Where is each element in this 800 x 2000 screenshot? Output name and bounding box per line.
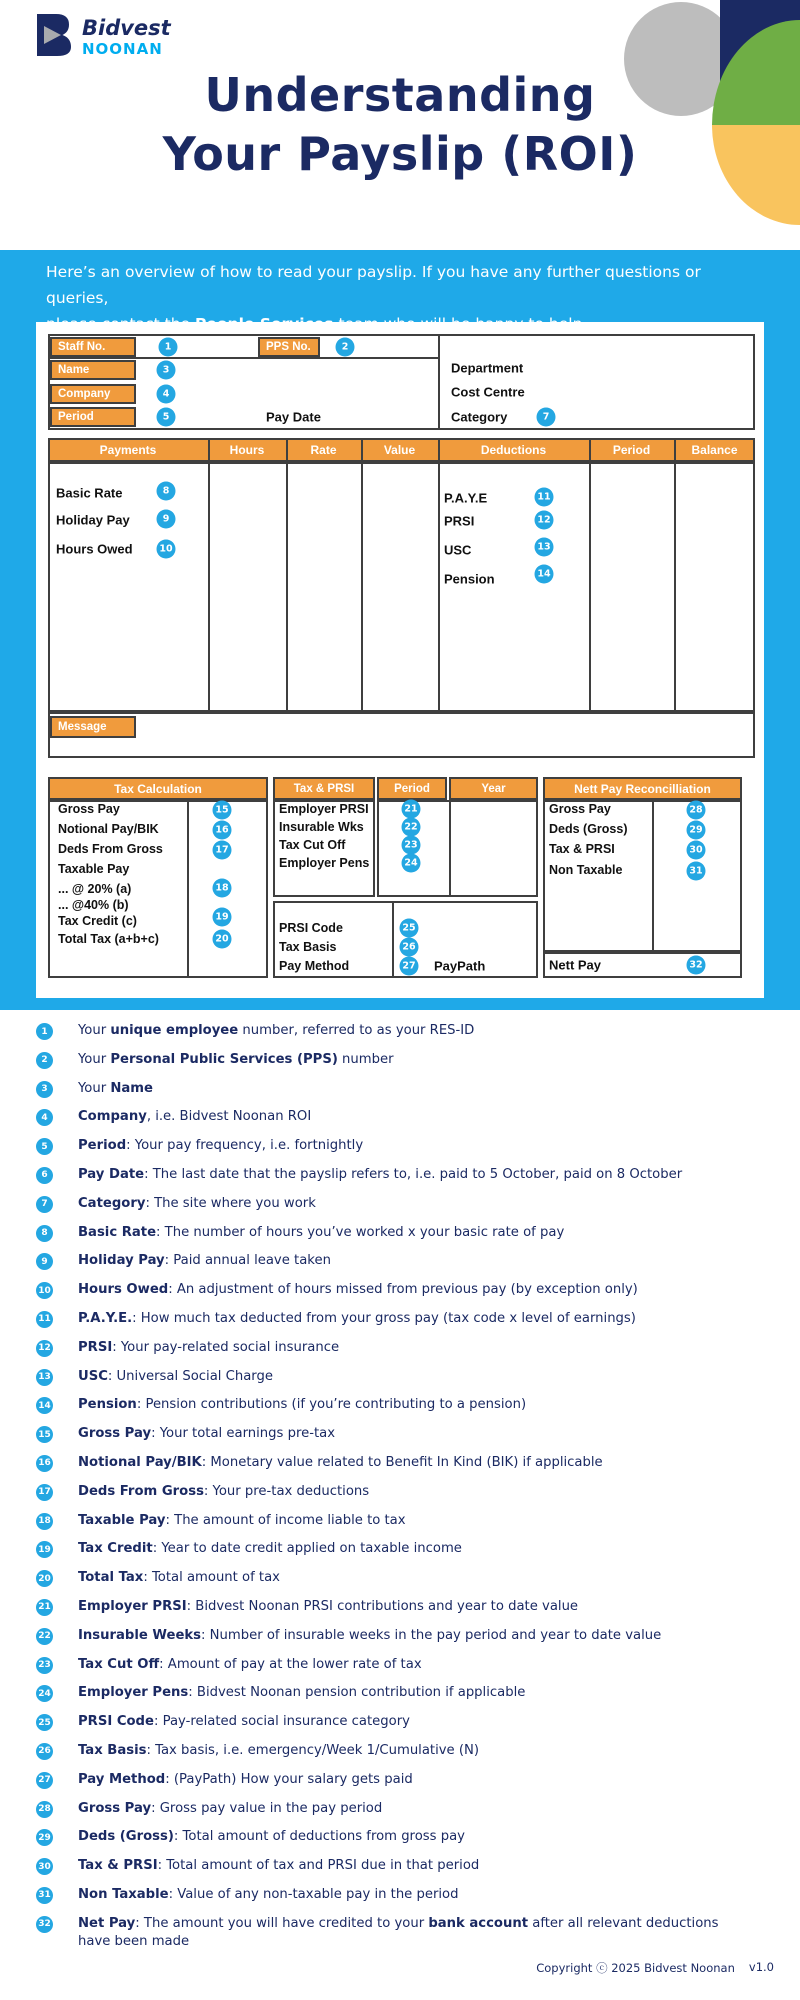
legend-term: Deds From Gross: [78, 1483, 204, 1499]
category-label: Category: [451, 409, 508, 425]
legend-description: : The amount of income liable to tax: [165, 1512, 406, 1528]
legend-term: Pay Method: [78, 1771, 166, 1787]
legend-item-text: [78, 1454, 603, 1472]
legend-term: PRSI: [78, 1339, 113, 1355]
legend-number-badge: 1: [36, 1023, 53, 1040]
legend-description: : Year to date credit applied on taxable income: [152, 1541, 462, 1557]
legend-number-badge: 30: [36, 1858, 53, 1875]
tax-calc-row-gross-pay: Gross Pay: [58, 802, 120, 816]
legend-item-14: [36, 1396, 766, 1425]
info-row1-divider: [48, 357, 440, 359]
marker-19: 19: [213, 908, 232, 927]
nett-pay-row-gross-pay: Gross Pay: [549, 802, 611, 816]
marker-21: 21: [402, 800, 421, 819]
nett-pay-divider: [652, 800, 654, 952]
marker-22: 22: [402, 818, 421, 837]
legend-description: number, referred to as your RES-ID: [238, 1023, 475, 1038]
tax-prsi-row-pay-method: Pay Method: [279, 959, 350, 973]
legend-item-28: [36, 1800, 766, 1829]
legend-description: Your: [78, 1023, 111, 1038]
legend-item-text: [78, 1483, 369, 1501]
nett-pay-total-label: Nett Pay: [549, 957, 602, 973]
legend-description: : Paid annual leave taken: [164, 1253, 331, 1269]
legend-item-text: [78, 1886, 459, 1904]
legend-item-31: [36, 1886, 766, 1915]
legend-term: Category: [78, 1195, 146, 1211]
info-right-divider: [438, 334, 440, 430]
legend-description: number: [337, 1051, 394, 1067]
legend-description: : Total amount of deductions from gross pay: [173, 1829, 465, 1845]
legend-item-text: [78, 1771, 413, 1789]
tax-prsi-row-tax-cut-off: Tax Cut Off: [279, 838, 346, 852]
legend-number-badge: 18: [36, 1513, 53, 1530]
legend-item-12: [36, 1339, 766, 1368]
legend-number-badge: 27: [36, 1772, 53, 1789]
legend-number-badge: 21: [36, 1599, 53, 1616]
footer: [536, 1960, 774, 1976]
tax-calc-row-20-a: ... @ 20% (a): [58, 882, 132, 896]
legend-number-badge: 26: [36, 1743, 53, 1760]
tax-calc-row-notional-pay-bik: Notional Pay/BIK: [58, 822, 159, 836]
legend-number-badge: 17: [36, 1484, 53, 1501]
legend-term: Net Pay: [78, 1915, 136, 1931]
legend-term: P.A.Y.E.: [78, 1310, 133, 1326]
marker-8: 8: [157, 482, 176, 501]
legend-term: Gross Pay: [78, 1800, 152, 1816]
tax-prsi-values-box: [377, 800, 538, 897]
legend-description: Your: [78, 1080, 111, 1096]
payments-header-payments: Payments: [99, 443, 157, 457]
marker-25: 25: [400, 919, 419, 938]
legend-item-17: [36, 1483, 766, 1512]
legend-term: Pay Date: [78, 1166, 145, 1182]
legend-term: Employer Pens: [78, 1685, 189, 1701]
legend-term: Insurable Weeks: [78, 1627, 202, 1643]
legend-number-badge: 3: [36, 1081, 53, 1098]
legend-term: USC: [78, 1368, 108, 1384]
legend-term: Company: [78, 1109, 147, 1125]
marker-24: 24: [402, 854, 421, 873]
legend-item-text: [78, 1569, 280, 1587]
column-divider: [286, 462, 288, 712]
legend-number-badge: 10: [36, 1282, 53, 1299]
legend-number-badge: 11: [36, 1311, 53, 1328]
marker-15: 15: [213, 801, 232, 820]
legend-term: Tax Basis: [78, 1742, 147, 1758]
legend-item-text: [78, 1396, 526, 1414]
legend-number-badge: 19: [36, 1541, 53, 1558]
legend-number-badge: 6: [36, 1167, 53, 1184]
page-title-line1: Understanding: [204, 68, 596, 122]
version-text: v1.0: [748, 1960, 774, 1974]
column-divider: [286, 438, 288, 462]
legend-description: : (PayPath) How your salary gets paid: [165, 1771, 413, 1787]
legend-term: Gross Pay: [78, 1426, 152, 1442]
legend-item-9: [36, 1252, 766, 1281]
tax-prsi-year-header: Year: [449, 777, 538, 800]
legend-item-10: [36, 1281, 766, 1310]
legend-description: : Your pay-related social insurance: [112, 1339, 340, 1355]
legend-item-22: [36, 1627, 766, 1656]
payment-row-holiday-pay: Holiday Pay: [56, 512, 130, 528]
legend-description: : The site where you work: [145, 1195, 316, 1211]
name-label: Name: [50, 360, 136, 380]
legend-number-badge: 31: [36, 1887, 53, 1904]
deduction-row-usc: USC: [444, 542, 472, 558]
legend-number-badge: 14: [36, 1397, 53, 1414]
legend-item-18: [36, 1512, 766, 1541]
tax-calc-row-tax-credit-c: Tax Credit (c): [58, 914, 137, 928]
company-label: Company: [50, 384, 136, 404]
legend-item-text: [78, 1512, 406, 1530]
marker-11: 11: [535, 488, 554, 507]
marker-18: 18: [213, 879, 232, 898]
legend-term: Non Taxable: [78, 1886, 169, 1902]
legend-item-30: [36, 1857, 766, 1886]
legend-description: : Bidvest Noonan pension contribution if applicable: [188, 1685, 526, 1701]
legend-description: : Pay-related social insurance category: [153, 1714, 410, 1730]
marker-16: 16: [213, 821, 232, 840]
legend-term: Tax Cut Off: [78, 1656, 160, 1672]
legend-item-15: [36, 1425, 766, 1454]
legend-item-text: [78, 1800, 382, 1818]
legend-description: : How much tax deducted from your gross pay (tax code x level of earnings): [132, 1310, 636, 1326]
nett-pay-row-non-taxable: Non Taxable: [549, 863, 623, 877]
legend-number-badge: 13: [36, 1369, 53, 1386]
marker-31: 31: [687, 862, 706, 881]
legend-number-badge: 32: [36, 1916, 53, 1933]
legend-term: Total Tax: [78, 1570, 144, 1586]
tax-prsi-row-insurable-wks: Insurable Wks: [279, 820, 364, 834]
legend-item-21: [36, 1598, 766, 1627]
legend-description: : Bidvest Noonan PRSI contributions and year to date value: [186, 1598, 579, 1614]
payments-header-value: Value: [383, 443, 416, 457]
marker-28: 28: [687, 801, 706, 820]
message-label: Message: [50, 716, 136, 738]
legend-number-badge: 29: [36, 1829, 53, 1846]
column-divider: [589, 462, 591, 712]
intro-text-segment: Here’s an overview of how to read your payslip. If you have any further questions or queries,: [46, 263, 701, 307]
legend-number-badge: 2: [36, 1052, 53, 1069]
marker-10: 10: [157, 540, 176, 559]
marker-3: 3: [157, 361, 176, 380]
legend-number-badge: 8: [36, 1225, 53, 1242]
legend-term: Tax & PRSI: [78, 1858, 158, 1874]
tax-prsi-lower-divider: [392, 901, 394, 978]
legend-description: : Total amount of tax and PRSI due in that period: [157, 1858, 480, 1874]
legend-number-badge: 4: [36, 1109, 53, 1126]
payment-row-hours-owed: Hours Owed: [56, 541, 133, 557]
legend-item-text: [78, 1425, 335, 1443]
marker-23: 23: [402, 836, 421, 855]
legend-term: Deds (Gross): [78, 1829, 174, 1845]
tax-prsi-period-header: Period: [377, 777, 447, 800]
marker-20: 20: [213, 930, 232, 949]
legend-item-29: [36, 1828, 766, 1857]
legend-item-27: [36, 1771, 766, 1800]
legend-item-text: [78, 1627, 661, 1645]
marker-30: 30: [687, 841, 706, 860]
legend-number-badge: 9: [36, 1253, 53, 1270]
legend-description: : Monetary value related to Benefit In Kind (BIK) if applicable: [201, 1454, 603, 1470]
marker-4: 4: [157, 385, 176, 404]
legend-item-text: [78, 1368, 273, 1386]
column-divider: [208, 462, 210, 712]
legend-item-23: [36, 1656, 766, 1685]
legend-item-text: [78, 1051, 394, 1069]
deduction-row-prsi: PRSI: [444, 513, 475, 529]
legend-item-4: [36, 1108, 766, 1137]
legend-item-26: [36, 1742, 766, 1771]
legend-item-6: [36, 1166, 766, 1195]
legend-description: : The amount you will have credited to your: [135, 1915, 429, 1931]
legend-term: Period: [78, 1138, 127, 1154]
column-divider: [361, 462, 363, 712]
column-divider: [674, 462, 676, 712]
legend-item-text: [78, 1252, 331, 1270]
payments-table-body: [48, 462, 755, 712]
legend-item-text: [78, 1540, 462, 1558]
legend-description: : The number of hours you’ve worked x your basic rate of pay: [156, 1224, 565, 1240]
legend-item-24: [36, 1684, 766, 1713]
legend-description: : Pension contributions (if you’re contributing to a pension): [136, 1397, 527, 1413]
legend-item-11: [36, 1310, 766, 1339]
legend-description: after all relevant deductions have been made: [78, 1915, 719, 1949]
legend-item-text: [78, 1742, 479, 1760]
legend-item-text: [78, 1108, 311, 1126]
legend-item-text: [78, 1224, 564, 1242]
legend-item-text: [78, 1656, 422, 1674]
department-label: Department: [451, 360, 524, 376]
legend-number-badge: 25: [36, 1714, 53, 1731]
legend-item-text: [78, 1598, 578, 1616]
legend-term: Taxable Pay: [78, 1512, 166, 1528]
legend-description: : The last date that the payslip refers to, i.e. paid to 5 October, paid on 8 October: [144, 1166, 683, 1182]
legend-term: PRSI Code: [78, 1714, 154, 1730]
marker-1: 1: [159, 338, 178, 357]
legend-term: Notional Pay/BIK: [78, 1454, 202, 1470]
legend-term: Hours Owed: [78, 1282, 169, 1298]
legend-number-badge: 16: [36, 1455, 53, 1472]
nett-pay-row-tax-prsi: Tax & PRSI: [549, 842, 615, 856]
legend-item-text: [78, 1022, 474, 1040]
column-divider: [361, 438, 363, 462]
legend-item-text: [78, 1310, 636, 1328]
legend-item-text: [78, 1915, 733, 1951]
legend-number-badge: 7: [36, 1196, 53, 1213]
legend-description: : Total amount of tax: [143, 1570, 280, 1586]
pps-no-label: PPS No.: [258, 337, 320, 357]
legend-term: Tax Credit: [78, 1541, 153, 1557]
legend-description: : Your pay frequency, i.e. fortnightly: [126, 1138, 364, 1154]
tax-calc-row-taxable-pay: Taxable Pay: [58, 862, 130, 876]
legend-description: : Tax basis, i.e. emergency/Week 1/Cumulative (N): [146, 1742, 480, 1758]
legend-list: [36, 1022, 766, 1951]
marker-13: 13: [535, 538, 554, 557]
legend-term: Basic Rate: [78, 1224, 157, 1240]
legend-description: : Universal Social Charge: [107, 1368, 273, 1384]
marker-14: 14: [535, 565, 554, 584]
marker-17: 17: [213, 841, 232, 860]
deduction-row-p-a-y-e: P.A.Y.E: [444, 490, 488, 506]
legend-item-text: [78, 1195, 316, 1213]
legend-item-20: [36, 1569, 766, 1598]
marker-32: 32: [687, 956, 706, 975]
legend-item-8: [36, 1224, 766, 1253]
marker-29: 29: [687, 821, 706, 840]
tax-calculation-header: Tax Calculation: [48, 777, 268, 800]
legend-item-16: [36, 1454, 766, 1483]
legend-description: : Your pre-tax deductions: [203, 1483, 370, 1499]
legend-number-badge: 15: [36, 1426, 53, 1443]
legend-item-text: [78, 1166, 682, 1184]
legend-item-text: [78, 1080, 153, 1098]
legend-item-text: [78, 1137, 363, 1155]
tax-calculation-divider: [187, 800, 189, 978]
staff-no-label: Staff No.: [50, 337, 136, 357]
legend-item-text: [78, 1339, 339, 1357]
legend-number-badge: 24: [36, 1685, 53, 1702]
column-divider: [438, 438, 440, 462]
legend-description: : Your total earnings pre-tax: [151, 1426, 336, 1442]
legend-number-badge: 5: [36, 1138, 53, 1155]
tax-calc-row-40-b: ... @40% (b): [58, 898, 129, 912]
column-divider: [589, 438, 591, 462]
payment-row-basic-rate: Basic Rate: [56, 485, 123, 501]
tax-prsi-year-divider: [449, 800, 451, 897]
marker-12: 12: [535, 511, 554, 530]
marker-2: 2: [336, 338, 355, 357]
brand-name-noonan: NOONAN: [82, 39, 163, 58]
pay-date-label: Pay Date: [266, 409, 321, 425]
legend-term: Name: [110, 1080, 153, 1096]
period-label: Period: [50, 407, 136, 427]
legend-term: Personal Public Services (PPS): [110, 1051, 338, 1067]
legend-number-badge: 20: [36, 1570, 53, 1587]
legend-number-badge: 23: [36, 1657, 53, 1674]
legend-item-13: [36, 1368, 766, 1397]
legend-item-32: [36, 1915, 766, 1951]
copyright-text: Copyright ⓒ 2025 Bidvest Noonan: [536, 1961, 735, 1975]
legend-item-text: [78, 1828, 465, 1846]
column-divider: [438, 462, 440, 712]
payments-header-period: Period: [612, 443, 651, 457]
payments-header-hours: Hours: [229, 443, 265, 457]
payments-header-rate: Rate: [310, 443, 337, 457]
column-divider: [208, 438, 210, 462]
legend-description: : Value of any non-taxable pay in the period: [168, 1886, 459, 1902]
pay-method-value: PayPath: [434, 958, 486, 974]
tax-prsi-row-prsi-code: PRSI Code: [279, 921, 343, 935]
marker-27: 27: [400, 957, 419, 976]
legend-item-text: [78, 1281, 638, 1299]
legend-item-1: [36, 1022, 766, 1051]
legend-item-2: [36, 1051, 766, 1080]
tax-calc-row-deds-from-gross: Deds From Gross: [58, 842, 163, 856]
legend-term: bank account: [428, 1915, 529, 1931]
deduction-row-pension: Pension: [444, 571, 495, 587]
legend-item-5: [36, 1137, 766, 1166]
tax-prsi-header: Tax & PRSI: [273, 777, 375, 800]
message-row: [48, 712, 755, 758]
legend-term: Pension: [78, 1397, 137, 1413]
tax-prsi-row-employer-pens: Employer Pens: [279, 856, 370, 870]
page-title-line2: Your Payslip (ROI): [162, 127, 638, 181]
legend-description: : Amount of pay at the lower rate of tax: [159, 1656, 422, 1672]
nett-pay-header: Nett Pay Reconcilliation: [543, 777, 742, 800]
legend-term: Employer PRSI: [78, 1598, 187, 1614]
brand-name-bidvest: Bidvest: [82, 15, 171, 40]
tax-prsi-row-employer-prsi: Employer PRSI: [279, 802, 369, 816]
tax-calc-row-total-tax-a-b-c: Total Tax (a+b+c): [58, 932, 159, 946]
marker-9: 9: [157, 510, 176, 529]
legend-description: : An adjustment of hours missed from previous pay (by exception only): [168, 1282, 638, 1298]
legend-number-badge: 22: [36, 1628, 53, 1645]
nett-pay-row-deds-gross: Deds (Gross): [549, 822, 628, 836]
legend-item-text: [78, 1713, 410, 1731]
legend-item-25: [36, 1713, 766, 1742]
legend-item-text: [78, 1857, 479, 1875]
marker-26: 26: [400, 938, 419, 957]
legend-description: Your: [78, 1051, 111, 1067]
tax-prsi-row-tax-basis: Tax Basis: [279, 940, 337, 954]
legend-number-badge: 12: [36, 1340, 53, 1357]
legend-item-7: [36, 1195, 766, 1224]
payments-header-deductions: Deductions: [480, 443, 547, 457]
marker-7: 7: [537, 408, 556, 427]
legend-item-3: [36, 1080, 766, 1109]
marker-5: 5: [157, 408, 176, 427]
payments-header-balance: Balance: [691, 443, 738, 457]
column-divider: [674, 438, 676, 462]
legend-item-text: [78, 1684, 525, 1702]
legend-description: : Gross pay value in the pay period: [151, 1800, 383, 1816]
employee-info-table: [48, 334, 755, 430]
legend-description: , i.e. Bidvest Noonan ROI: [146, 1109, 312, 1125]
cost-centre-label: Cost Centre: [451, 384, 525, 400]
legend-item-19: [36, 1540, 766, 1569]
legend-description: : Number of insurable weeks in the pay period and year to date value: [201, 1627, 662, 1643]
legend-term: unique employee: [110, 1023, 239, 1038]
legend-number-badge: 28: [36, 1801, 53, 1818]
legend-term: Holiday Pay: [78, 1253, 165, 1269]
